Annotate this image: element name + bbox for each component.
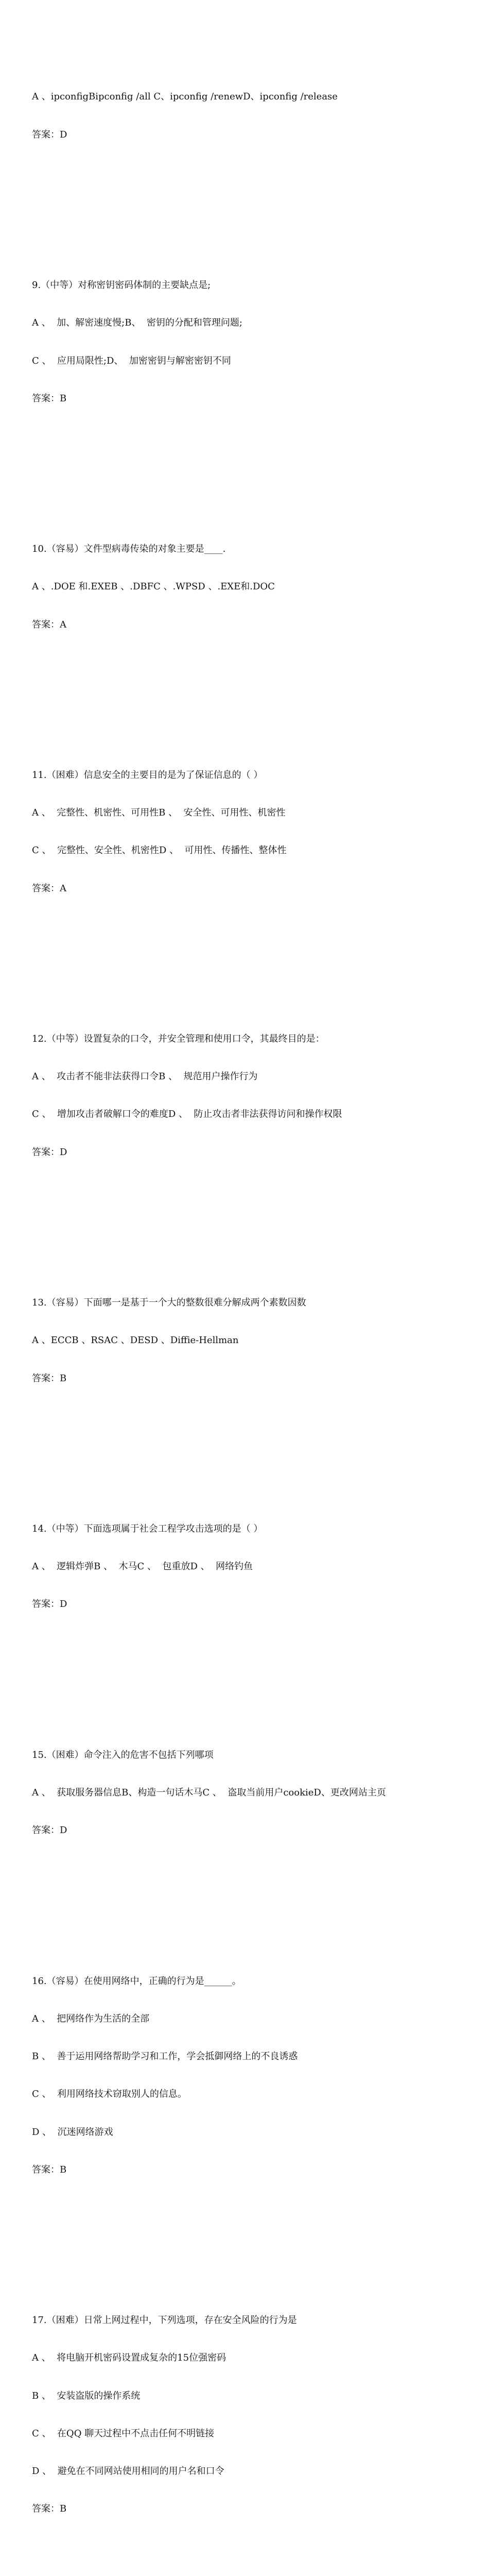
option-line: A 、 逻辑炸弹B 、 木马C 、 包重放D 、 网络钓鱼 <box>32 1561 253 1572</box>
option-line: C 、 增加攻击者破解口令的难度D 、 防止攻击者非法获得访问和操作权限 <box>32 1109 342 1120</box>
option-line: A 、.DOE 和.EXEB 、.DBFC 、.WPSD 、.EXE和.DOC <box>32 581 275 592</box>
option-line: C 、 利用网络技术窃取别人的信息。 <box>32 2089 187 2100</box>
answer-line: 答案：B <box>32 2503 67 2515</box>
question-stem: 13.（容易）下面哪一是基于一个大的整数很难分解成两个素数因数 <box>32 1297 306 1309</box>
answer-line: 答案：B <box>32 2164 67 2175</box>
question-stem: 17.（困难）日常上网过程中，下列选项，存在安全风险的行为是 <box>32 2315 297 2326</box>
question-block <box>32 1272 489 1410</box>
option-line: A 、 攻击者不能非法获得口令B 、 规范用户操作行为 <box>32 1071 258 1082</box>
option-line: A 、ECCB 、RSAC 、DESD 、Diffie-Hellman <box>32 1335 239 1346</box>
answer-line: 答案：A <box>32 883 66 894</box>
question-stem: 14.（中等）下面选项属于社会工程学攻击选项的是（ ） <box>32 1523 263 1534</box>
answer-line: 答案：B <box>32 393 67 404</box>
option-line: A 、 获取服务器信息B、构造一句话木马C 、 盗取当前用户cookieD、更改网站主页 <box>32 1787 386 1799</box>
question-block <box>32 518 489 656</box>
answer-line: 答案：D <box>32 1599 67 1610</box>
option-line: C 、 完整性、安全性、机密性D 、 可用性、传播性、整体性 <box>32 845 287 856</box>
question-block <box>32 1950 489 2201</box>
question-block <box>32 1008 489 1184</box>
option-line: B 、 善于运用网络帮助学习和工作，学会抵御网络上的不良诱惑 <box>32 2051 298 2062</box>
option-line: A 、 加、解密速度慢;B、 密钥的分配和管理问题; <box>32 317 242 329</box>
answer-line: 答案：D <box>32 1825 67 1836</box>
question-block <box>32 2289 489 2540</box>
question-stem: 16.（容易）在使用网络中，正确的行为是______。 <box>32 1975 241 1987</box>
option-line: C 、 应用局限性;D、 加密密钥与解密密钥不同 <box>32 355 231 366</box>
question-stem: 10.（容易）文件型病毒传染的对象主要是____. <box>32 544 226 555</box>
option-line: C 、 在QQ 聊天过程中不点击任何不明链接 <box>32 2428 215 2439</box>
option-line: A 、 把网络作为生活的全部 <box>32 2013 150 2024</box>
question-block <box>32 1498 489 1636</box>
option-line: B 、 安装盗版的操作系统 <box>32 2390 141 2401</box>
question-block <box>32 254 489 430</box>
question-block <box>32 744 489 920</box>
question-stem: 12.（中等）设置复杂的口令，并安全管理和使用口令，其最终目的是： <box>32 1033 325 1045</box>
option-line: A 、 完整性、机密性、可用性B 、 安全性、可用性、机密性 <box>32 807 286 819</box>
option-line: D 、 沉迷网络游戏 <box>32 2126 113 2138</box>
answer-line: 答案：A <box>32 619 66 630</box>
question-stem: 15.（困难）命令注入的危害不包括下列哪项 <box>32 1749 214 1760</box>
question-stem: 11.（困难）信息安全的主要目的是为了保证信息的（ ） <box>32 770 263 781</box>
answer-line: 答案：D <box>32 129 67 140</box>
answer-line: 答案：D <box>32 1146 67 1158</box>
answer-line: 答案：B <box>32 1372 67 1384</box>
option-line: A 、 将电脑开机密码设置成复杂的15位强密码 <box>32 2352 226 2364</box>
option-line: D 、 避免在不同网站使用相同的用户名和口令 <box>32 2466 224 2477</box>
question-block <box>32 66 489 166</box>
question-block <box>32 1724 489 1862</box>
option-line: A 、ipconfigBipconfig /all C、ipconfig /renewD、ipconfig /release <box>32 91 338 103</box>
question-stem: 9.（中等）对称密钥密码体制的主要缺点是; <box>32 280 211 291</box>
